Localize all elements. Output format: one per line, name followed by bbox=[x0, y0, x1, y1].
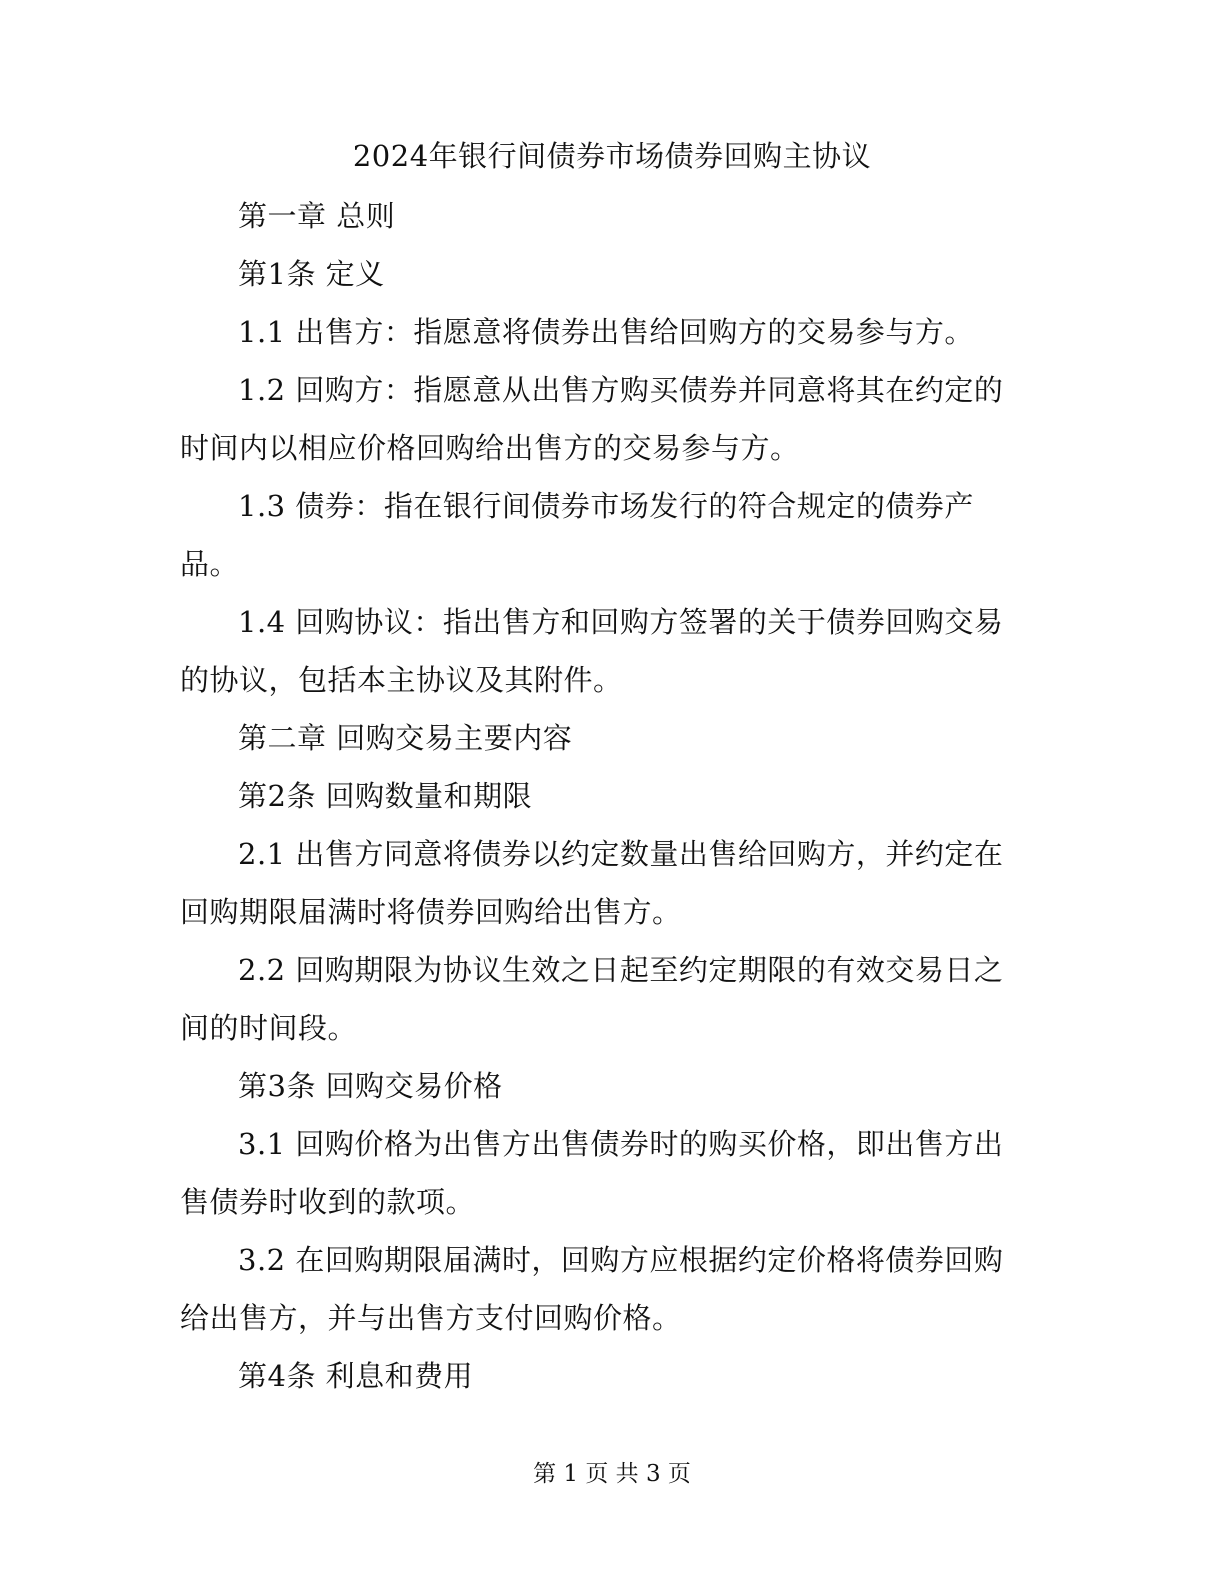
chapter-heading: 第一章 总则 bbox=[238, 199, 396, 233]
clause-paragraph: 1.4 回购协议：指出售方和回购方签署的关于债券回购交易 bbox=[238, 605, 1004, 639]
article-heading: 第4条 利息和费用 bbox=[238, 1359, 474, 1393]
clause-paragraph: 3.1 回购价格为出售方出售债券时的购买价格，即出售方出 bbox=[238, 1127, 1004, 1161]
article-heading: 第2条 回购数量和期限 bbox=[238, 779, 533, 813]
clause-paragraph: 1.2 回购方：指愿意从出售方购买债券并同意将其在约定的 bbox=[238, 373, 1004, 407]
clause-continuation: 时间内以相应价格回购给出售方的交易参与方。 bbox=[180, 431, 800, 465]
page-footer: 第 1 页 共 3 页 bbox=[533, 1461, 691, 1487]
document-title: 2024年银行间债券市场债券回购主协议 bbox=[352, 139, 872, 173]
clause-continuation: 售债券时收到的款项。 bbox=[180, 1185, 476, 1219]
chapter-heading: 第二章 回购交易主要内容 bbox=[238, 721, 573, 755]
clause-continuation: 回购期限届满时将债券回购给出售方。 bbox=[180, 895, 682, 929]
clause-continuation: 间的时间段。 bbox=[180, 1011, 358, 1045]
article-heading: 第1条 定义 bbox=[238, 257, 385, 291]
clause-paragraph: 1.3 债券：指在银行间债券市场发行的符合规定的债券产 bbox=[238, 489, 974, 523]
clause-continuation: 给出售方，并与出售方支付回购价格。 bbox=[180, 1301, 682, 1335]
clause-paragraph: 3.2 在回购期限届满时，回购方应根据约定价格将债券回购 bbox=[238, 1243, 1004, 1277]
clause-continuation: 的协议，包括本主协议及其附件。 bbox=[180, 663, 623, 697]
article-heading: 第3条 回购交易价格 bbox=[238, 1069, 503, 1103]
clause-continuation: 品。 bbox=[180, 547, 240, 581]
clause-paragraph: 1.1 出售方：指愿意将债券出售给回购方的交易参与方。 bbox=[238, 315, 974, 349]
clause-paragraph: 2.2 回购期限为协议生效之日起至约定期限的有效交易日之 bbox=[238, 953, 1004, 987]
clause-paragraph: 2.1 出售方同意将债券以约定数量出售给回购方，并约定在 bbox=[238, 837, 1004, 871]
